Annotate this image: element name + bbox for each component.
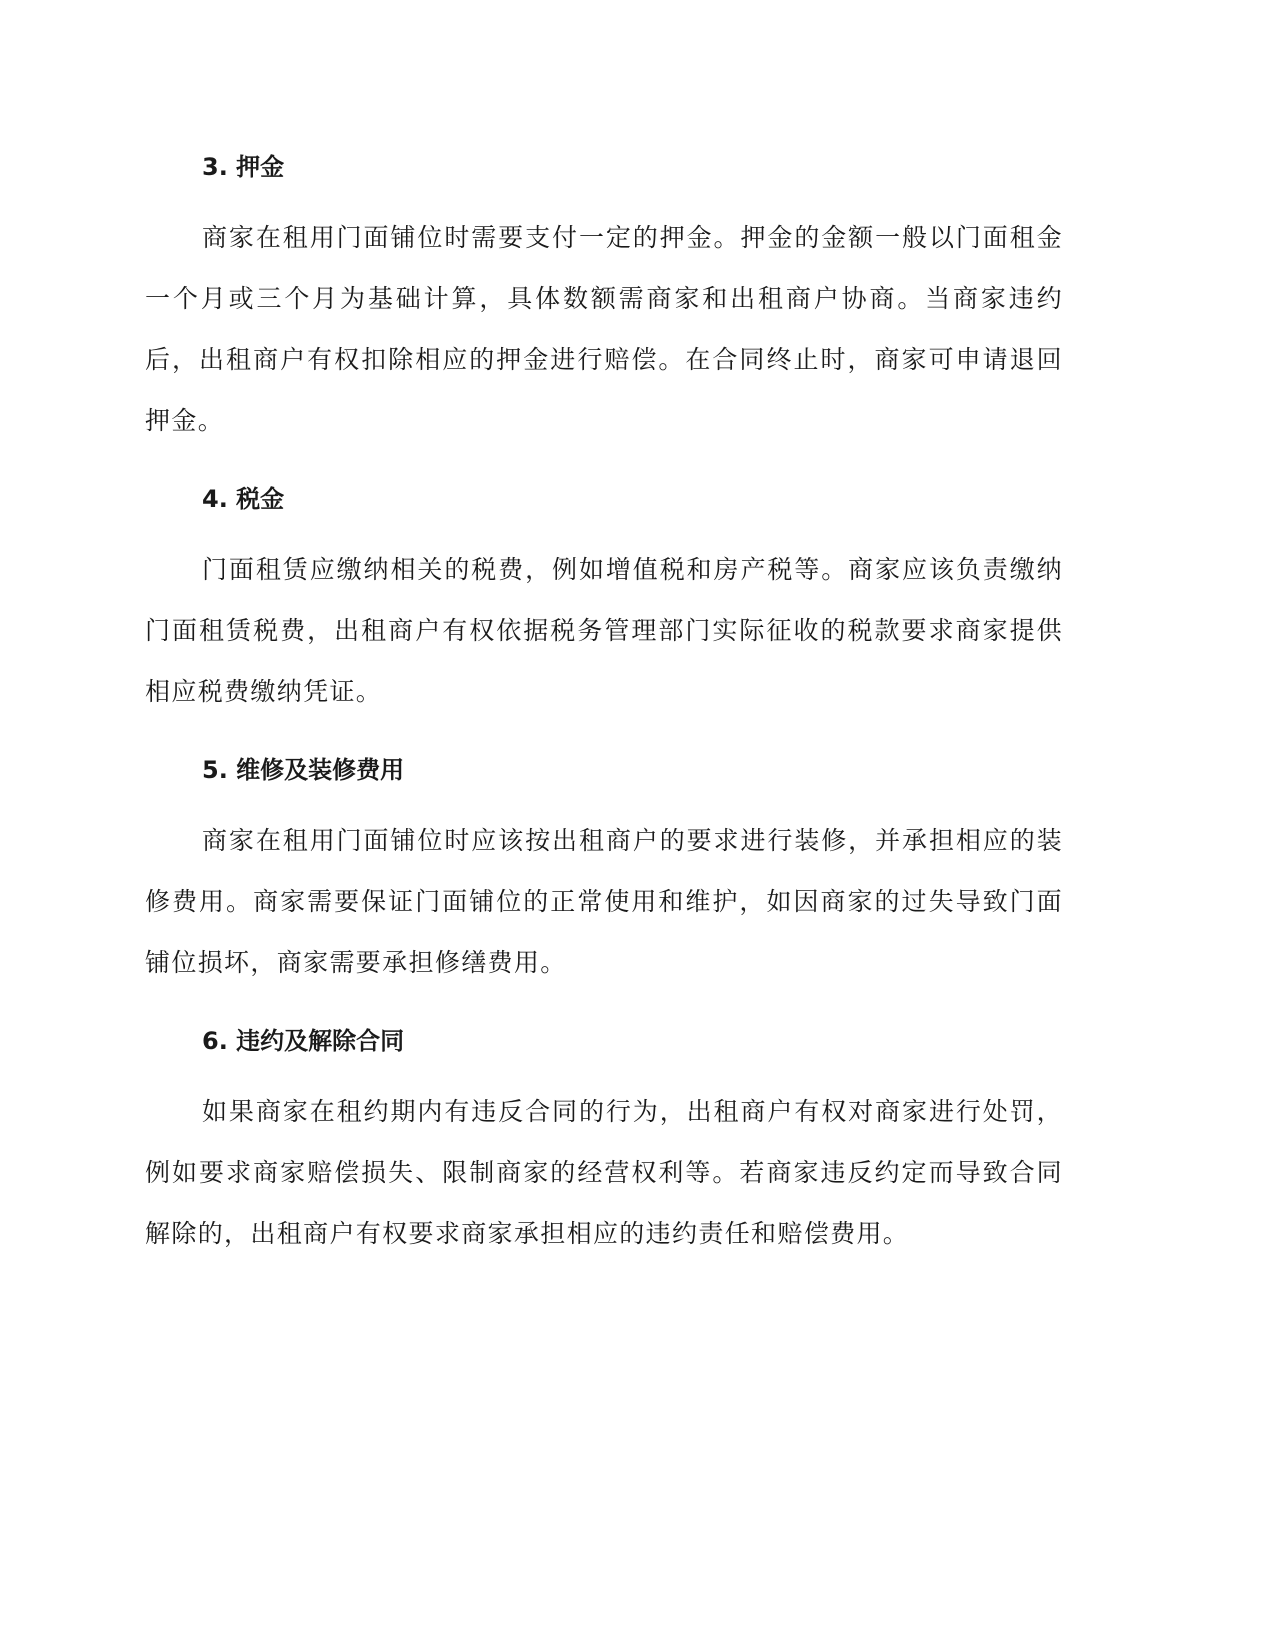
section-repair-renovation xyxy=(145,740,1063,993)
document-page xyxy=(145,137,1063,1282)
section-breach-termination xyxy=(145,1011,1063,1264)
section-tax xyxy=(145,469,1063,722)
section-paragraph: 门面租赁应缴纳相关的税费，例如增值税和房产税等。商家应该负责缴纳门面租赁税费，出租商户有权依据税务管理部门实际征收的税款要求商家提供相应税费缴纳凭证。 xyxy=(145,555,1063,706)
section-deposit xyxy=(145,137,1063,451)
section-heading: 4. 税金 xyxy=(202,485,285,513)
section-heading: 6. 违约及解除合同 xyxy=(202,1027,405,1055)
section-paragraph: 如果商家在租约期内有违反合同的行为，出租商户有权对商家进行处罚，例如要求商家赔偿损失、限制商家的经营权利等。若商家违反约定而导致合同解除的，出租商户有权要求商家承担相应的违约责任和赔偿费用。 xyxy=(145,1097,1063,1248)
section-heading: 3. 押金 xyxy=(202,153,285,181)
section-paragraph: 商家在租用门面铺位时需要支付一定的押金。押金的金额一般以门面租金一个月或三个月为基础计算，具体数额需商家和出租商户协商。当商家违约后，出租商户有权扣除相应的押金进行赔偿。在合同终止时，商家可申请退回押金。 xyxy=(145,223,1063,435)
section-heading: 5. 维修及装修费用 xyxy=(202,756,405,784)
section-paragraph: 商家在租用门面铺位时应该按出租商户的要求进行装修，并承担相应的装修费用。商家需要保证门面铺位的正常使用和维护，如因商家的过失导致门面铺位损坏，商家需要承担修缮费用。 xyxy=(145,826,1063,977)
